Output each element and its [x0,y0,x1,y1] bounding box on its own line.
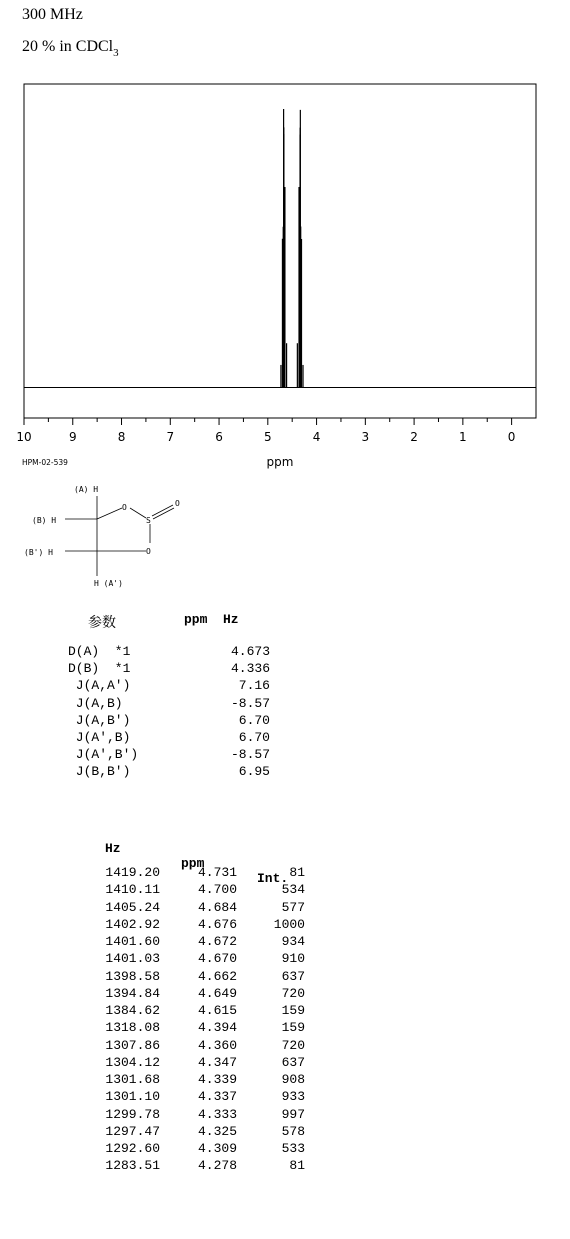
cell-ppm: 4.676 [197,916,237,932]
x-tick-label: 9 [68,430,77,444]
cell-int: 910 [281,951,305,967]
parameter-columns: ppm Hz [184,612,239,627]
param-label: J(A,A') [68,678,131,694]
cell-hz: 1304.12 [105,1054,160,1070]
cell-hz: 1292.60 [105,1141,160,1156]
frequency-label: 300 MHz [22,6,83,23]
param-value: 7.16 [238,678,270,694]
table-row [0,985,570,1002]
cell-ppm: 4.325 [197,1123,237,1139]
spectrum-code: HPM-02-539 [22,458,68,467]
x-tick-label: 10 [16,430,32,444]
cell-int: 720 [281,1037,305,1053]
cell-ppm: 4.649 [197,985,237,1001]
table-row [0,1157,570,1174]
table-row [0,899,570,916]
cell-int: 578 [281,1123,305,1139]
param-label: J(B,B') [68,764,131,780]
parameter-header [88,612,239,632]
solvent-subscript: 3 [113,47,119,59]
plot-frame [24,84,536,418]
cell-int: 933 [281,1089,305,1105]
param-value: -8.57 [230,747,270,763]
cell-int: 997 [281,1106,305,1122]
param-label: D(B) *1 [68,661,131,677]
cell-int: 577 [281,899,305,915]
cell-int: 534 [281,882,305,898]
table-row [0,1106,570,1123]
x-axis-ticks [16,418,515,444]
cell-ppm: 4.700 [197,882,237,898]
atom-o-1: O [122,503,127,512]
x-tick-label: 8 [117,430,126,444]
cell-ppm: 4.731 [197,865,237,880]
table-row [0,916,570,933]
cell-hz: 1410.11 [105,882,160,898]
atom-o-double: O [175,499,180,508]
param-label: J(A',B) [68,729,131,745]
cell-hz: 1307.86 [105,1037,160,1053]
peak-table [0,864,570,1175]
x-tick-label: 4 [312,430,321,444]
cell-int: 934 [281,934,305,949]
param-value: 4.336 [230,661,270,677]
column-int: Int. [257,871,289,886]
cell-hz: 1297.47 [105,1123,160,1139]
table-row [0,950,570,967]
nmr-spectrum-chart [0,0,570,475]
cell-hz: 1394.84 [105,985,160,1001]
label-h-b: (B) H [32,516,57,525]
cell-int: 81 [289,865,305,880]
cell-ppm: 4.360 [197,1037,237,1053]
atom-s: S [146,516,151,525]
cell-int: 81 [289,1158,305,1174]
x-tick-label: 1 [459,430,467,444]
table-row [0,1054,570,1071]
cell-ppm: 4.615 [197,1003,237,1018]
cell-int: 720 [281,985,305,1001]
table-row [0,1037,570,1054]
cell-ppm: 4.278 [197,1158,237,1174]
param-value: 6.95 [238,764,270,780]
cell-hz: 1318.08 [105,1020,160,1036]
param-label: J(A,B') [68,712,131,728]
cell-ppm: 4.347 [197,1054,237,1070]
cell-ppm: 4.339 [197,1072,237,1087]
table-row [0,881,570,898]
cell-int: 533 [281,1141,305,1156]
cell-hz: 1398.58 [105,968,160,984]
bond-c-o [97,508,122,519]
table-row [0,933,570,950]
label-h-a-prime: H (A') [94,579,123,588]
label-h-a: (A) H [74,485,99,494]
cell-ppm: 4.394 [197,1020,237,1036]
x-tick-label: 0 [507,430,516,444]
param-value: 6.70 [238,712,270,728]
cell-int: 908 [281,1072,305,1087]
column-hz: Hz [105,841,121,856]
cell-hz: 1299.78 [105,1106,160,1122]
x-tick-label: 5 [263,430,272,444]
cell-int: 159 [281,1020,305,1036]
cell-hz: 1405.24 [105,899,160,915]
table-row [0,864,570,881]
cell-int: 159 [281,1003,305,1018]
atom-o-2: O [146,547,151,556]
cell-hz: 1401.03 [105,951,160,967]
param-label: J(A',B') [68,747,139,763]
x-tick-label: 6 [215,430,223,444]
cell-ppm: 4.672 [197,934,237,949]
cell-hz: 1401.60 [105,934,160,949]
x-tick-label: 3 [361,430,370,444]
spectrum-peaks [281,109,303,388]
cell-hz: 1301.10 [105,1089,160,1105]
cell-ppm: 4.662 [197,968,237,984]
column-ppm: ppm [181,856,205,871]
table-row [0,968,570,985]
cell-ppm: 4.684 [197,899,237,915]
cell-hz: 1301.68 [105,1072,160,1087]
x-axis-label: ppm [266,455,294,469]
x-tick-label: 7 [166,430,175,444]
param-label: J(A,B) [68,695,123,711]
param-value: -8.57 [230,695,270,711]
cell-int: 637 [281,1054,305,1070]
cell-hz: 1419.20 [105,865,160,880]
cell-int: 1000 [273,916,305,932]
cell-ppm: 4.337 [197,1089,237,1105]
cell-int: 637 [281,968,305,984]
param-value: 6.70 [238,729,270,745]
x-tick-label: 2 [410,430,418,444]
cell-hz: 1384.62 [105,1003,160,1018]
param-label: D(A) *1 [68,644,131,659]
solvent-label: 20 % in CDCl$_3$ [22,38,119,59]
table-row [0,1123,570,1140]
molecular-structure [0,478,200,590]
cell-ppm: 4.333 [197,1106,237,1122]
bond-o-s [130,508,146,518]
cell-ppm: 4.309 [197,1141,237,1156]
parameter-title: 参数 [88,615,116,631]
cell-ppm: 4.670 [197,951,237,967]
param-value: 4.673 [230,644,270,659]
table-row [0,1002,570,1019]
table-row [0,1088,570,1105]
cell-hz: 1283.51 [105,1158,160,1174]
table-row [0,1140,570,1157]
table-row [0,1019,570,1036]
label-h-b-prime: (B') H [24,548,53,557]
table-row [0,1071,570,1088]
cell-hz: 1402.92 [105,916,160,932]
